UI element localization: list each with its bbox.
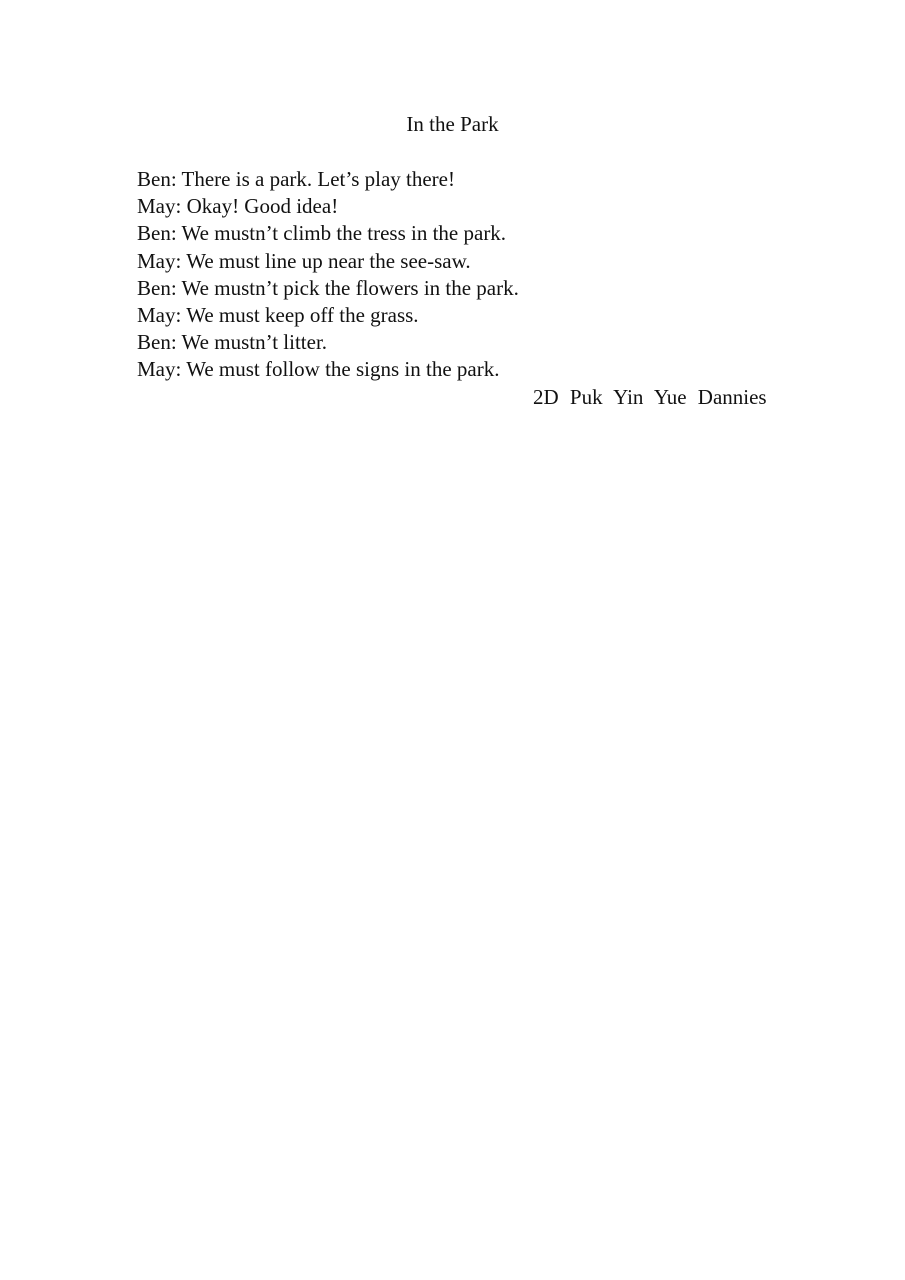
dialogue-line: May: We must line up near the see-saw. (137, 248, 471, 273)
dialogue-line: Ben: We mustn’t pick the flowers in the park. (137, 275, 519, 300)
dialogue-line: Ben: There is a park. Let’s play there! (137, 167, 455, 191)
document-title: In the Park (406, 112, 499, 136)
dialogue-line: Ben: We mustn’t climb the tress in the park. (137, 221, 507, 246)
author-credit: 2D Puk Yin Yue Dannies (533, 385, 767, 409)
dialogue-line: Ben: We mustn’t litter. (137, 330, 328, 355)
dialogue-line: May: We must follow the signs in the park. (137, 357, 500, 382)
dialogue-list (137, 166, 777, 384)
dialogue-line: May: Okay! Good idea! (137, 194, 339, 219)
dialogue-line: May: We must keep off the grass. (137, 303, 419, 328)
